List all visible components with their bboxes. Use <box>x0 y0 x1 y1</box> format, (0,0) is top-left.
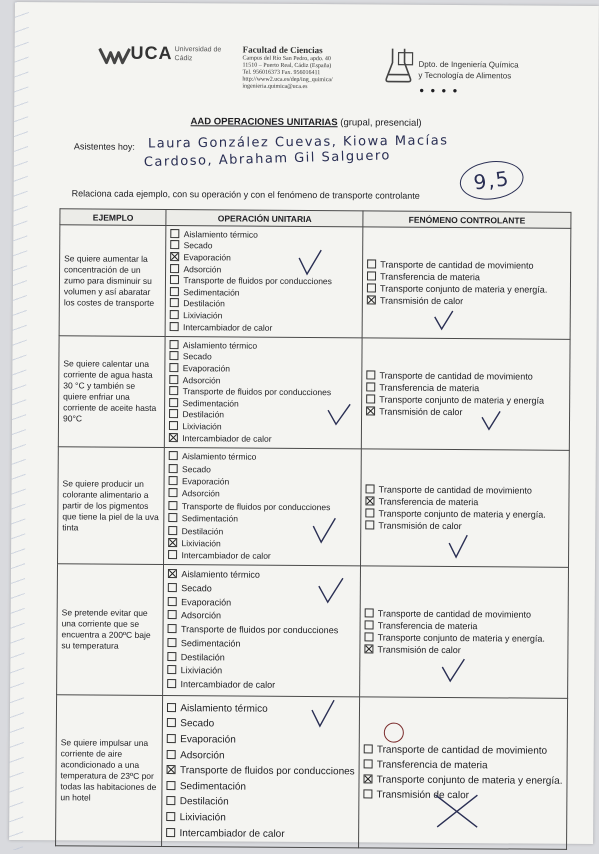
operation-option-label: Aislamiento térmico <box>182 451 257 462</box>
circle-mark-icon <box>384 723 404 743</box>
operation-cell <box>164 448 362 566</box>
checkbox-unchecked[interactable] <box>170 375 179 384</box>
phenomenon-cell <box>361 338 570 450</box>
faculty-title: Facultad de Ciencias <box>242 44 323 56</box>
operation-option-label: Lixiviación <box>182 421 222 432</box>
operation-option-label: Adsorción <box>181 488 220 499</box>
example-cell: Se quiere impulsar una corriente de aire acondicionado a una temperatura de 23ºC por todas las habitaciones de un hotel <box>56 695 163 847</box>
checkbox-unchecked[interactable] <box>170 398 179 407</box>
checkbox-unchecked[interactable] <box>170 386 179 395</box>
checkbox-unchecked[interactable] <box>168 624 177 633</box>
faculty-line: Tel. 956016373 Fax. 956016411 <box>242 69 321 77</box>
operation-option-label: Aislamiento térmico <box>182 339 258 351</box>
operation-option-label: Secado <box>180 718 215 730</box>
operation-option-label: Secado <box>183 240 213 251</box>
checkbox-unchecked[interactable] <box>169 421 178 430</box>
checkbox-unchecked[interactable] <box>171 229 180 238</box>
cross-mark-icon <box>431 791 481 831</box>
phenomenon-option-label: Transporte de cantidad de movimiento <box>379 370 533 382</box>
phenomenon-option <box>364 772 563 788</box>
phenomenon-option <box>364 757 563 773</box>
operation-option-label: Transporte de fluidos por conducciones <box>183 275 332 287</box>
phenomenon-option-label: Transferencia de materia <box>377 620 478 632</box>
faculty-line: ingenieria.quimica@uca.es <box>242 83 308 91</box>
operation-option-label: Adsorción <box>182 374 221 386</box>
checkbox-unchecked[interactable] <box>366 382 375 391</box>
title-sub: (grupal, presencial) <box>337 117 422 129</box>
checkbox-unchecked[interactable] <box>168 550 177 559</box>
operation-option-label: Transporte de fluidos por conducciones <box>181 500 331 512</box>
operation-option <box>168 623 356 638</box>
checkbox-unchecked[interactable] <box>168 583 177 592</box>
operation-option-label: Secado <box>182 351 212 362</box>
example-cell: Se quiere producir un colorante alimentario a partir de los pigmentos que tiene la piel de la uva tinta <box>58 447 165 565</box>
phenomenon-option <box>365 643 564 656</box>
university-name: Universidad de Cádiz <box>174 46 222 63</box>
notebook-margin <box>9 2 29 850</box>
operation-option-label: Aislamiento térmico <box>181 569 260 580</box>
phenomenon-option-label: Transferencia de materia <box>378 496 479 508</box>
checkbox-unchecked[interactable] <box>170 264 179 273</box>
operation-option-label: Sedimentación <box>182 397 239 409</box>
checkmark-icon <box>433 309 455 331</box>
phenomenon-option-label: Transporte de cantidad de movimiento <box>380 259 534 271</box>
department-dots: ● ● ● ● <box>419 85 460 96</box>
checkbox-unchecked[interactable] <box>365 508 374 517</box>
operation-option <box>168 549 356 563</box>
operation-option <box>167 732 355 749</box>
operation-option-label: Aislamiento térmico <box>180 702 268 715</box>
operation-option-label: Intercambiador de calor <box>181 550 271 562</box>
checkbox-unchecked[interactable] <box>169 501 178 510</box>
checkmark-icon <box>297 248 323 278</box>
department-name <box>418 59 518 82</box>
checkmark-icon <box>440 657 466 685</box>
table-row <box>58 336 570 451</box>
checkmark-icon <box>317 576 345 606</box>
operation-option <box>168 637 356 652</box>
department-line: Dpto. de Ingeniería Química <box>418 59 519 70</box>
checkmark-icon <box>447 533 469 559</box>
checkbox-checked[interactable] <box>366 406 375 415</box>
checkbox-unchecked[interactable] <box>170 351 179 360</box>
operation-option-label: Lixiviación <box>183 310 223 321</box>
operation-option-label: Aislamiento térmico <box>183 228 258 240</box>
checkbox-unchecked[interactable] <box>167 828 176 837</box>
operation-cell <box>165 337 363 449</box>
operation-option <box>169 433 357 446</box>
operation-option-label: Destilación <box>181 525 224 537</box>
phenomenon-option-label: Transporte conjunto de materia y energía. <box>380 283 548 295</box>
operation-option <box>169 487 357 501</box>
faculty-line: http://www2.uca.es/dep/ing_quimica/ <box>242 76 333 84</box>
checkbox-unchecked[interactable] <box>364 759 373 768</box>
checkbox-unchecked[interactable] <box>167 750 176 759</box>
checkbox-unchecked[interactable] <box>167 781 176 790</box>
operation-option <box>167 748 355 765</box>
checkbox-unchecked[interactable] <box>167 718 176 727</box>
operation-cell <box>166 226 364 338</box>
operation-option-label: Adsorción <box>181 610 222 621</box>
operation-option-label: Adsorción <box>180 749 225 762</box>
checkbox-unchecked[interactable] <box>168 679 177 688</box>
operation-option-label: Lixiviación <box>181 538 221 549</box>
phenomenon-option-label: Transporte conjunto de materia y energía. <box>377 632 545 644</box>
checkbox-unchecked[interactable] <box>365 608 374 617</box>
checkbox-unchecked[interactable] <box>170 298 179 307</box>
operation-option-label: Destilación <box>180 651 225 663</box>
operation-option-label: Sedimentación <box>181 513 239 524</box>
checkmark-icon <box>326 402 352 428</box>
checkbox-unchecked[interactable] <box>169 488 178 497</box>
checkbox-unchecked[interactable] <box>366 484 375 493</box>
operation-option-label: Lixiviación <box>180 665 223 676</box>
operation-option-label: Secado <box>182 463 211 474</box>
header-phenomenon: FENÓMENO CONTROLANTE <box>363 211 571 228</box>
checkmark-icon <box>311 516 337 546</box>
checkbox-unchecked[interactable] <box>170 363 179 372</box>
checkbox-checked[interactable] <box>365 644 374 653</box>
checkbox-checked[interactable] <box>168 569 177 578</box>
grade-circled: 9,5 <box>457 157 525 203</box>
phenomenon-option-label: Transferencia de materia <box>380 271 480 283</box>
example-cell: Se quiere aumentar la concentración de un zumo para disminuir su volumen y así abaratar los costes de transporte <box>59 225 166 337</box>
checkbox-unchecked[interactable] <box>367 283 376 292</box>
operation-option <box>167 810 355 827</box>
operation-option-label: Intercambiador de calor <box>182 432 272 444</box>
operation-option-label: Destilación <box>183 298 225 309</box>
phenomenon-option-label: Transferencia de materia <box>379 382 480 394</box>
checkmark-icon <box>480 409 502 431</box>
phenomenon-option-label: Transmisión de calor <box>379 295 464 307</box>
phenomenon-option-label: Transferencia de materia <box>376 759 488 772</box>
phenomenon-option-label: Transporte de cantidad de movimiento <box>377 608 532 620</box>
operation-option <box>167 763 355 780</box>
checkbox-unchecked[interactable] <box>170 340 179 349</box>
phenomenon-option-label: Transporte de cantidad de movimiento <box>378 484 532 496</box>
faculty-block <box>242 45 392 92</box>
checkbox-unchecked[interactable] <box>365 520 374 529</box>
checkbox-checked[interactable] <box>364 774 373 783</box>
checkbox-unchecked[interactable] <box>169 513 178 522</box>
example-cell: Se quiere calentar una corriente de agua hasta 30 °C y también se quiere enfriar una corriente de aceite hasta 90°C <box>58 336 165 448</box>
header-operation: OPERACIÓN UNITARIA <box>166 210 363 227</box>
checkbox-unchecked[interactable] <box>365 620 374 629</box>
example-cell: Se pretende evitar que una corriente que se encuentra a 200ºC baje su temperatura <box>57 564 164 696</box>
phenomenon-option-label: Transporte conjunto de materia y energía. <box>378 508 546 520</box>
operation-option-label: Sedimentación <box>183 286 240 298</box>
worksheet-page <box>9 2 599 844</box>
operation-option-label: Sedimentación <box>180 638 241 649</box>
operation-option <box>167 779 355 796</box>
checkbox-unchecked[interactable] <box>170 310 179 319</box>
operation-option-label: Evaporación <box>181 596 232 607</box>
checkbox-checked[interactable] <box>367 295 376 304</box>
faculty-line: Campus del Río San Pedro, apdo. 40 <box>242 55 331 63</box>
checkbox-unchecked[interactable] <box>169 476 178 485</box>
operation-option-label: Transporte de fluidos por conducciones <box>180 624 339 636</box>
checkbox-unchecked[interactable] <box>364 744 373 753</box>
checkbox-unchecked[interactable] <box>167 703 176 712</box>
checkbox-unchecked[interactable] <box>169 526 178 535</box>
flask-icon <box>382 45 414 85</box>
checkbox-checked[interactable] <box>171 252 180 261</box>
instruction-text: Relaciona cada ejemplo, con su operación y con el fenómeno de transporte controlante <box>71 188 420 201</box>
operation-option <box>166 826 354 843</box>
operation-option <box>169 450 357 464</box>
checkbox-unchecked[interactable] <box>171 240 180 249</box>
operation-option-label: Transporte de fluidos por conducciones <box>182 386 332 398</box>
checkbox-unchecked[interactable] <box>168 597 177 606</box>
checkbox-checked[interactable] <box>167 765 176 774</box>
operation-option <box>170 322 358 335</box>
operation-option <box>167 794 355 811</box>
checkbox-unchecked[interactable] <box>169 409 178 418</box>
operation-option-label: Destilación <box>179 796 229 808</box>
phenomenon-option-label: Transporte conjunto de materia y energía. <box>376 774 563 787</box>
checkbox-unchecked[interactable] <box>367 271 376 280</box>
operation-option-label: Intercambiador de calor <box>180 679 276 691</box>
phenomenon-option-label: Transmisión de calor <box>378 520 462 532</box>
checkbox-unchecked[interactable] <box>168 666 177 675</box>
operation-option-label: Lixiviación <box>179 812 226 824</box>
checkbox-unchecked[interactable] <box>169 464 178 473</box>
phenomenon-option <box>365 519 564 532</box>
checkbox-unchecked[interactable] <box>170 275 179 284</box>
checkbox-unchecked[interactable] <box>367 259 376 268</box>
operation-option-label: Adsorción <box>183 263 222 275</box>
phenomenon-option-label: Transmisión de calor <box>376 789 470 802</box>
operation-option-label: Secado <box>181 582 212 594</box>
phenomenon-option-label: Transporte de cantidad de movimiento <box>376 744 548 757</box>
checkbox-unchecked[interactable] <box>364 789 373 798</box>
uca-logo-icon <box>98 45 130 67</box>
operation-option <box>168 665 356 680</box>
checkbox-unchecked[interactable] <box>366 394 375 403</box>
operation-option <box>168 651 356 666</box>
checkbox-unchecked[interactable] <box>168 638 177 647</box>
checkbox-checked[interactable] <box>169 433 178 442</box>
checkbox-unchecked[interactable] <box>168 610 177 619</box>
checkbox-unchecked[interactable] <box>167 812 176 821</box>
uca-short-name: UCA <box>130 42 173 64</box>
letterhead <box>14 40 598 104</box>
header-example: EJEMPLO <box>60 209 167 226</box>
phenomenon-option <box>364 742 563 758</box>
phenomenon-option-label: Transmisión de calor <box>379 406 463 418</box>
phenomenon-cell <box>362 227 571 339</box>
document-title <box>14 115 598 130</box>
checkbox-unchecked[interactable] <box>167 734 176 743</box>
operation-option-label: Evaporación <box>181 476 230 487</box>
operation-option <box>168 678 356 693</box>
table-row <box>59 225 571 340</box>
operation-option-label: Sedimentación <box>179 780 247 793</box>
operation-option-label: Evaporación <box>182 363 231 374</box>
phenomenon-option <box>367 294 566 307</box>
attendees-handwriting-line-1: Laura González Cuevas, Kiowa Macías <box>147 133 449 152</box>
phenomenon-option-label: Transporte conjunto de materia y energía <box>379 394 545 406</box>
checkbox-unchecked[interactable] <box>365 632 374 641</box>
operation-option-label: Transporte de fluidos por conducciones <box>179 765 355 778</box>
checkbox-unchecked[interactable] <box>169 451 178 460</box>
attendees-label: Asistentes hoy: <box>73 141 135 152</box>
checkbox-unchecked[interactable] <box>167 796 176 805</box>
operation-option-label: Intercambiador de calor <box>183 321 273 333</box>
operation-option <box>168 609 356 624</box>
phenomenon-option-label: Transmisión de calor <box>377 644 461 656</box>
checkbox-unchecked[interactable] <box>170 322 179 331</box>
faculty-line: 11510 – Puerto Real, Cádiz (España) <box>242 62 332 70</box>
title-main: AAD OPERACIONES UNITARIAS <box>190 116 338 129</box>
checkmark-icon <box>310 698 336 730</box>
operation-option-label: Destilación <box>182 409 225 420</box>
checkbox-checked[interactable] <box>366 496 375 505</box>
table-row <box>57 564 569 699</box>
checkbox-checked[interactable] <box>169 538 178 547</box>
table-row <box>58 447 570 568</box>
attendees-handwriting-line-2: Cardoso, Abraham Gil Salguero <box>143 148 392 171</box>
phenomenon-option <box>366 405 565 418</box>
checkbox-unchecked[interactable] <box>168 652 177 661</box>
operation-option-label: Evaporación <box>183 252 231 263</box>
checkbox-unchecked[interactable] <box>170 287 179 296</box>
department-line: y Tecnología de Alimentos <box>418 70 512 81</box>
checkbox-unchecked[interactable] <box>366 370 375 379</box>
operation-option-label: Intercambiador de calor <box>179 827 285 840</box>
operation-option-label: Evaporación <box>180 734 236 746</box>
